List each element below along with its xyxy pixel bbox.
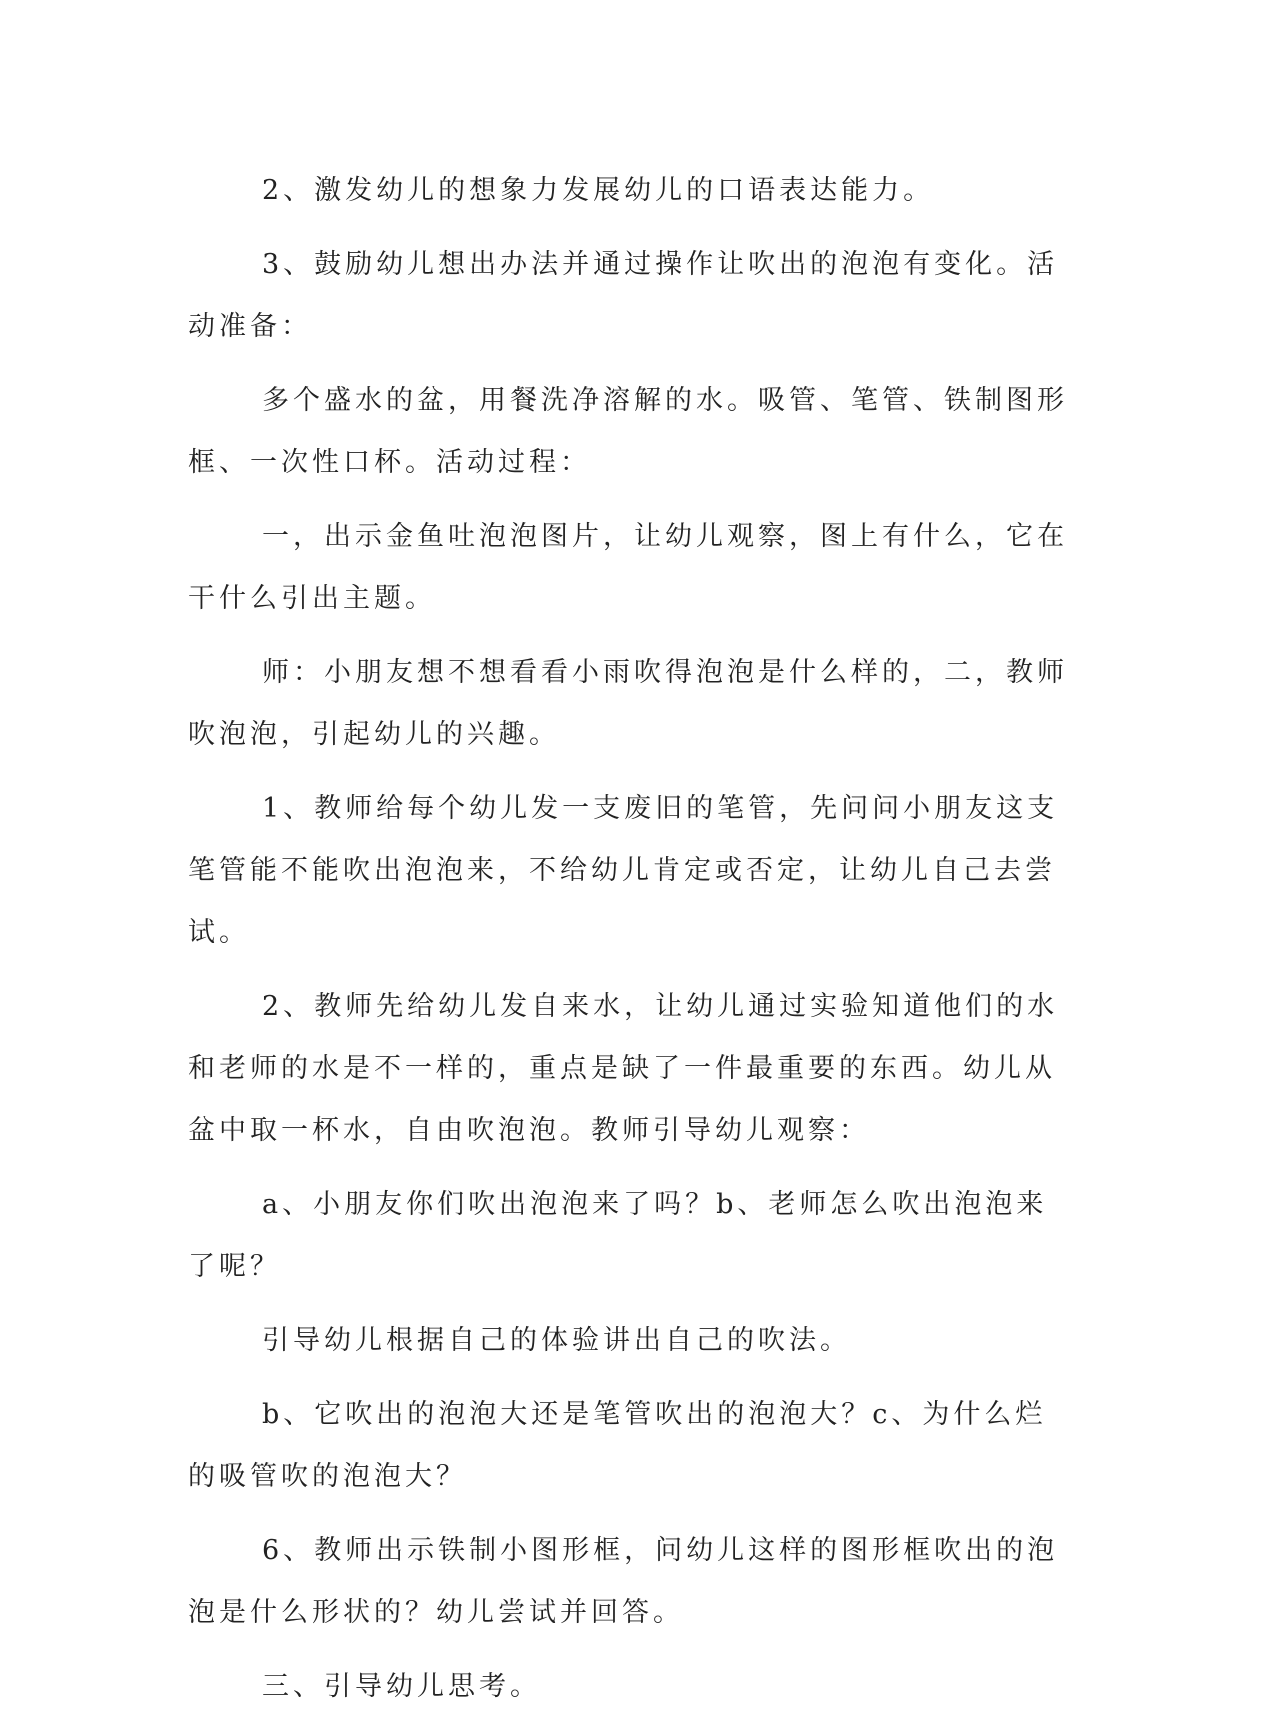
paragraph-goal-2: 2、激发幼儿的想象力发展幼儿的口语表达能力。 [262, 175, 935, 206]
paragraph-tap-water: 2、教师先给幼儿发自来水，让幼儿通过实验知道他们的水和老师的水是不一样的，重点是缺了一件最重要的东西。幼儿从盆中取一杯水，自由吹泡泡。教师引导幼儿观察： [188, 991, 1059, 1146]
paragraph-question-a: a、小朋友你们吹出泡泡来了吗？b、老师怎么吹出泡泡来了呢？ [188, 1189, 1048, 1282]
paragraph-guide-method: 引导幼儿根据自己的体验讲出自己的吹法。 [262, 1325, 851, 1356]
paragraph-goal-3: 3、鼓励幼儿想出办法并通过操作让吹出的泡泡有变化。活动准备： [188, 249, 1059, 342]
paragraph-materials: 多个盛水的盆，用餐洗净溶解的水。吸管、笔管、铁制图形框、一次性口杯。活动过程： [188, 385, 1068, 478]
paragraph-teacher-demo: 师：小朋友想不想看看小雨吹得泡泡是什么样的，二，教师吹泡泡，引起幼儿的兴趣。 [188, 657, 1068, 750]
paragraph-shape-frame: 6、教师出示铁制小图形框，问幼儿这样的图形框吹出的泡泡是什么形状的？幼儿尝试并回答。 [188, 1535, 1059, 1628]
paragraph-pen-tube: 1、教师给每个幼儿发一支废旧的笔管，先问问小朋友这支笔管能不能吹出泡泡来，不给幼儿肯定或否定，让幼儿自己去尝试。 [188, 793, 1059, 948]
paragraph-step-3: 三、引导幼儿思考。 [262, 1671, 541, 1702]
paragraph-step-1: 一，出示金鱼吐泡泡图片，让幼儿观察，图上有什么，它在干什么引出主题。 [188, 521, 1068, 614]
paragraph-question-b-c: b、它吹出的泡泡大还是笔管吹出的泡泡大？c、为什么烂的吸管吹的泡泡大？ [188, 1399, 1047, 1492]
document-body [188, 160, 1068, 1718]
